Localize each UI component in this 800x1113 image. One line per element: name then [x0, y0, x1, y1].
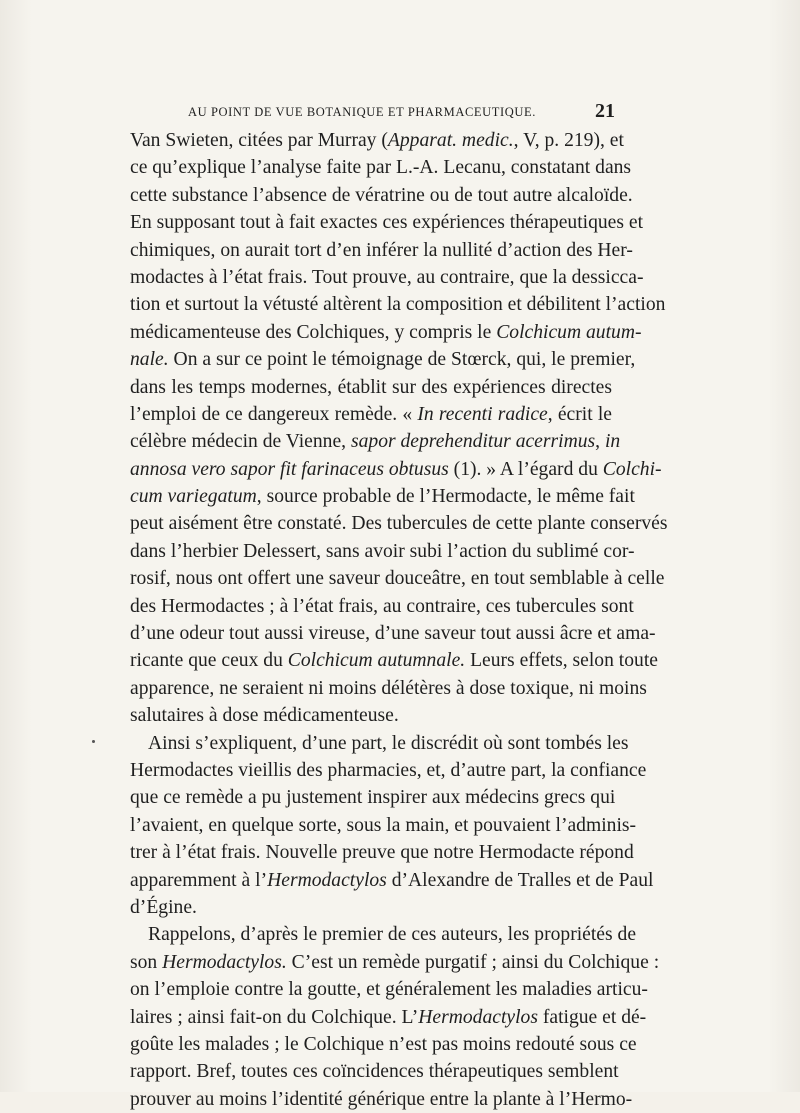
text-segment: , source probable de l’Hermodacte, le même fait: [256, 486, 635, 508]
italic-segment: sapor deprehenditur acerrimus: [350, 431, 596, 453]
italic-segment: nale.: [130, 349, 169, 371]
text-line: [130, 237, 633, 264]
italic-segment: cum variegatum: [130, 486, 257, 508]
text-line: [130, 1031, 637, 1058]
text-line: [130, 346, 636, 373]
text-segment: On a sur ce point le témoignage de Stœrck, qui, le premier,: [168, 349, 636, 371]
text-segment: peut aisément être constaté. Des tubercules de cette plante conservés: [130, 513, 668, 535]
text-segment: , écrit le: [547, 403, 612, 425]
text-segment: ricante que ceux du: [130, 650, 288, 672]
text-line: [130, 209, 644, 236]
text-segment: médicamenteuse des Colchiques, y compris le: [130, 321, 497, 343]
text-line: [130, 319, 642, 346]
text-line: [130, 620, 656, 647]
text-segment: dans l’herbier Delessert, sans avoir subi l’action du sublimé cor-: [130, 540, 635, 562]
text-segment: C’est un remède purgatif ; ainsi du Colchique :: [286, 951, 660, 973]
text-line: [130, 839, 634, 866]
text-segment: dans les temps modernes, établit sur des expériences directes: [130, 376, 612, 398]
text-line: [130, 127, 624, 154]
text-segment: Rappelons, d’après le premier de ces auteurs, les propriétés de: [148, 924, 637, 946]
text-line: [130, 291, 666, 318]
text-line: [130, 264, 644, 291]
ink-speck: [92, 740, 95, 743]
text-segment: son: [130, 951, 163, 973]
text-segment: d’Alexandre de Tralles et de Paul: [386, 869, 654, 891]
text-line: [130, 894, 612, 921]
text-segment: En supposant tout à fait exactes ces expériences thérapeutiques et: [130, 212, 644, 234]
text-line: [130, 182, 633, 209]
text-line: [130, 428, 621, 455]
text-segment: ce qu’explique l’analyse faite par L.-A. Lecanu, constatant dans: [130, 157, 632, 179]
italic-segment: Colchicum autumnale.: [287, 650, 466, 672]
text-segment: cette substance l’absence de vératrine ou de tout autre alcaloïde.: [130, 184, 633, 206]
text-line: [130, 154, 632, 181]
italic-segment: Hermodactylos: [418, 1006, 538, 1028]
body-text: [130, 127, 668, 1113]
text-line: [130, 784, 616, 811]
text-line: [130, 1058, 619, 1085]
text-segment: , V, p. 219), et: [513, 130, 624, 151]
text-line: [130, 1086, 633, 1113]
text-segment: l’avaient, en quelque sorte, sous la main, et pouvaient l’adminis-: [130, 814, 637, 836]
italic-segment: Colchicum autum-: [496, 321, 642, 343]
text-segment: d’Égine.: [130, 896, 197, 918]
text-line: [130, 565, 665, 592]
italic-segment: annosa vero sapor fit farinaceus obtusus: [130, 458, 449, 480]
italic-segment: In recenti radice: [417, 403, 548, 425]
text-segment: tion et surtout la vétusté altèrent la composition et débilitent l’action: [130, 294, 666, 316]
text-line: [130, 757, 647, 784]
text-segment: ,: [595, 431, 605, 453]
text-line: [130, 949, 660, 976]
page-header: [130, 100, 615, 126]
text-segment: Ainsi s’expliquent, d’une part, le discrédit où sont tombés les: [148, 732, 629, 754]
text-line: [130, 1004, 647, 1031]
text-segment: fatigue et dé-: [537, 1006, 647, 1028]
text-line: [130, 812, 637, 839]
text-line: [130, 675, 647, 702]
italic-segment: Apparat. medic.: [387, 130, 514, 151]
text-segment: rosif, nous ont offert une saveur douceâtre, en tout semblable à celle: [130, 568, 665, 590]
page-number: 21: [595, 100, 615, 122]
text-segment: des Hermodactes ; à l’état frais, au contraire, ces tubercules sont: [130, 595, 634, 617]
text-segment: (1). » A l’égard du: [448, 458, 603, 480]
text-segment: rapport. Bref, toutes ces coïncidences thérapeutiques semblent: [130, 1061, 619, 1083]
text-line: [130, 374, 612, 401]
text-segment: salutaires à dose médicamenteuse.: [130, 705, 399, 727]
text-line: [130, 921, 637, 948]
text-segment: apparence, ne seraient ni moins délétères à dose toxique, ni moins: [130, 677, 647, 699]
text-segment: célèbre médecin de Vienne,: [130, 431, 351, 453]
text-segment: goûte les malades ; le Colchique n’est pas moins redouté sous ce: [130, 1033, 637, 1055]
text-segment: Hermodactes vieillis des pharmacies, et, d’autre part, la confiance: [130, 759, 647, 781]
text-line: [130, 867, 654, 894]
text-segment: trer à l’état frais. Nouvelle preuve que notre Hermodacte répond: [130, 842, 634, 864]
text-segment: prouver au moins l’identité générique entre la plante à l’Hermo-: [130, 1088, 633, 1110]
text-line: [130, 702, 612, 729]
italic-segment: Colchi-: [602, 458, 662, 480]
text-line: [130, 510, 668, 537]
text-segment: apparemment à l’: [130, 869, 268, 891]
running-title: AU POINT DE VUE BOTANIQUE ET PHARMACEUTIQUE.: [188, 105, 536, 119]
text-line: [130, 401, 612, 428]
text-segment: Van Swieten, citées par Murray (: [130, 130, 388, 151]
text-segment: Leurs effets, selon toute: [465, 650, 658, 672]
text-line: [130, 593, 634, 620]
text-line: [130, 976, 648, 1003]
text-line: [130, 538, 635, 565]
text-segment: laires ; ainsi fait-on du Colchique. L’: [130, 1006, 419, 1028]
text-segment: l’emploi de ce dangereux remède. «: [130, 403, 418, 425]
text-segment: modactes à l’état frais. Tout prouve, au contraire, que la dessicca-: [130, 266, 644, 288]
text-line: [130, 456, 662, 483]
text-segment: que ce remède a pu justement inspirer aux médecins grecs qui: [130, 787, 616, 809]
text-line: [130, 483, 635, 510]
text-segment: on l’emploie contre la goutte, et généralement les maladies articu-: [130, 979, 648, 1001]
italic-segment: Hermodactylos.: [162, 951, 287, 973]
text-line: [130, 730, 629, 757]
text-segment: d’une odeur tout aussi vireuse, d’une saveur tout aussi âcre et ama-: [130, 623, 656, 645]
italic-segment: in: [604, 431, 621, 453]
italic-segment: Hermodactylos: [267, 869, 387, 891]
text-line: [130, 647, 658, 674]
text-segment: chimiques, on aurait tort d’en inférer la nullité d’action des Her-: [130, 239, 633, 261]
